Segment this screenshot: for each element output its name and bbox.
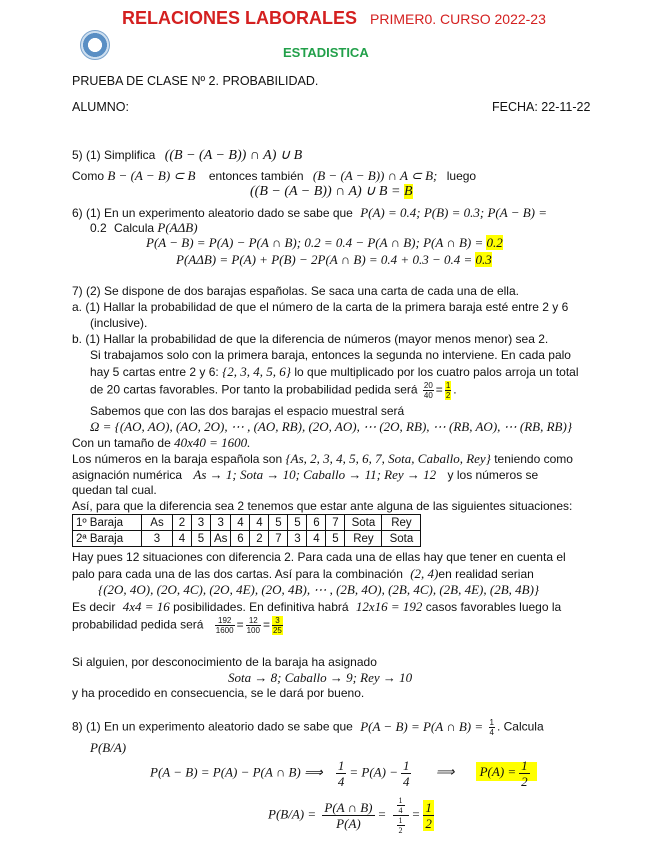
q7-b-line3: de 20 cartas favorables. Por tanto la probabilidad pedida será $\frac{20}{40}$ = $\frac{1}{2}$ .: [90, 381, 457, 400]
q7a-answer: $\frac{1}{2}$: [445, 381, 451, 400]
q7-prob: probabilidad pedida será $\frac{192}{1600}$ = $\frac{12}{100}$ = $\frac{3}{25}$: [72, 616, 282, 635]
table-row: 2ª Baraja 3 4 5 As 6 2 7 3 4 5 Rey Sota: [73, 531, 421, 547]
q7-part-b: b. (1) Hallar la probabilidad de que la diferencia de números (mayor menos menor) sea 2.: [72, 332, 549, 346]
q7-count: Es decir 4x4 = 16 posibilidades. En definitiva habrá 12x16 = 192 casos favorables luego la: [72, 599, 562, 614]
q7-space-intro: Sabemos que con las dos barajas el espacio muestral será: [90, 404, 405, 418]
q6-answer2: 0.3: [475, 252, 492, 267]
q8-answer: $\frac{1}{2}$: [425, 800, 432, 831]
q6-line1: P(A − B) = P(A) − P(A ∩ B); 0.2 = 0.4 − P(A ∩ B); P(A ∩ B) = 0.2: [146, 235, 503, 250]
q7-size: Con un tamaño de 40x40 = 1600.: [72, 435, 251, 450]
q6-statement-cont: 0.2 Calcula P(AΔB): [90, 220, 198, 235]
q7-diff-intro: Así, para que la diferencia sea 2 tenemos que estar ante alguna de las siguientes situaciones:: [72, 499, 573, 513]
q8-eq2: P(B/A) = $\frac{P(A \cap B)}{P(A)}$ = $\frac{\frac{1}{4}}{\frac{1}{2}}$ = $\frac{1}{2}$: [268, 796, 432, 835]
q5-reasoning: Como B − (A − B) ⊂ B entonces también (B − (A − B)) ∩ A ⊂ B; luego: [72, 168, 477, 183]
q5-result: ((B − (A − B)) ∩ A) ∪ B = B: [250, 184, 413, 199]
q7b-answer: $\frac{3}{25}$: [272, 616, 282, 635]
q5-answer: B: [403, 184, 413, 199]
q6-line2: P(AΔB) = P(A) + P(B) − 2P(A ∩ B) = 0.4 + 0.3 − 0.4 = 0.3: [176, 252, 492, 267]
q8-pa-answer: P(A) = $\frac{1}{2}$: [476, 762, 537, 781]
q7-note2: y ha procedido en consecuencia, se le dará por bueno.: [72, 686, 365, 700]
q8-eq1: P(A − B) = P(A) − P(A ∩ B) ⟹ $\frac{1}{4}$ = P(A) − $\frac{1}{4}$ ⟹ P(A) = $\frac{1}{2}$: [150, 758, 537, 789]
combos-set: {(2O, 4O), (2O, 4C), (2O, 4E), (2O, 4B), ⋯ , (2B, 4O), (2B, 4C), (2B, 4E), (2B, 4B)}: [98, 582, 540, 597]
q7-b-line1: Si trabajamos solo con la primera baraja, entonces la segunda no interviene. En cada palo: [90, 348, 571, 362]
q7-note1: Si alguien, por desconocimiento de la baraja ha asignado: [72, 655, 377, 669]
difference-table: [72, 514, 421, 547]
q7-numbers1: Los números en la baraja española son {As, 2, 3, 4, 5, 6, 7, Sota, Caballo, Rey} teniendo como: [72, 451, 573, 466]
q7-situations1: Hay pues 12 situaciones con diferencia 2. Para cada una de ellas hay que tener en cuenta el: [72, 550, 566, 564]
course-text: PRIMER0. CURSO 2022-23: [370, 11, 546, 27]
student-label: ALUMNO:: [72, 100, 129, 114]
q8-calc-expr: P(B/A): [90, 740, 127, 755]
q7-numbers3: quedan tal cual.: [72, 483, 157, 497]
q7-numbers2: asignación numérica As → 1; Sota → 10; Caballo → 11; Rey → 12 y los números se: [72, 467, 539, 482]
q7-note-assign: Sota → 8; Caballo → 9; Rey → 10: [228, 670, 413, 685]
document-title: [122, 8, 546, 29]
university-logo: [80, 30, 110, 60]
subject-heading: ESTADISTICA: [283, 45, 369, 60]
table-row: 1º Baraja As 2 3 3 4 4 5 5 6 7 Sota Rey: [73, 515, 421, 531]
sample-space: Ω = {(AO, AO), (AO, 2O), ⋯ , (AO, RB), (2O, AO), ⋯ (2O, RB), ⋯ (RB, AO), ⋯ (RB, RB)}: [90, 419, 573, 434]
q7-situations2: palo para cada una de las dos cartas. Así para la combinación (2, 4)en realidad serian: [72, 566, 534, 581]
q7-part-a: a. (1) Hallar la probabilidad de que el número de la carta de la primera baraja esté entre 2 y 6: [72, 300, 569, 314]
q6-statement: 6) (1) En un experimento aleatorio dado se sabe que P(A) = 0.4; P(B) = 0.3; P(A − B) =: [72, 205, 548, 220]
q8-statement: 8) (1) En un experimento aleatorio dado se sabe que P(A − B) = P(A ∩ B) = $\frac{1}{4}$ . Calcula: [72, 718, 544, 737]
q6-answer1: 0.2: [486, 235, 503, 250]
q7-b-line2: hay 5 cartas entre 2 y 6: {2, 3, 4, 5, 6} lo que multiplicado por los cuatro palos arroja un total: [90, 364, 579, 379]
q7-part-a-cont: (inclusive).: [90, 316, 148, 330]
title-text: RELACIONES LABORALES: [122, 8, 358, 28]
q5-statement: 5) (1) Simplifica ((B − (A − B)) ∩ A) ∪ B: [72, 148, 303, 163]
date-label: FECHA: 22-11-22: [492, 100, 591, 114]
q7-intro: 7) (2) Se dispone de dos barajas españolas. Se saca una carta de cada una de ella.: [72, 284, 519, 298]
test-title: PRUEBA DE CLASE Nº 2. PROBABILIDAD.: [72, 74, 319, 88]
